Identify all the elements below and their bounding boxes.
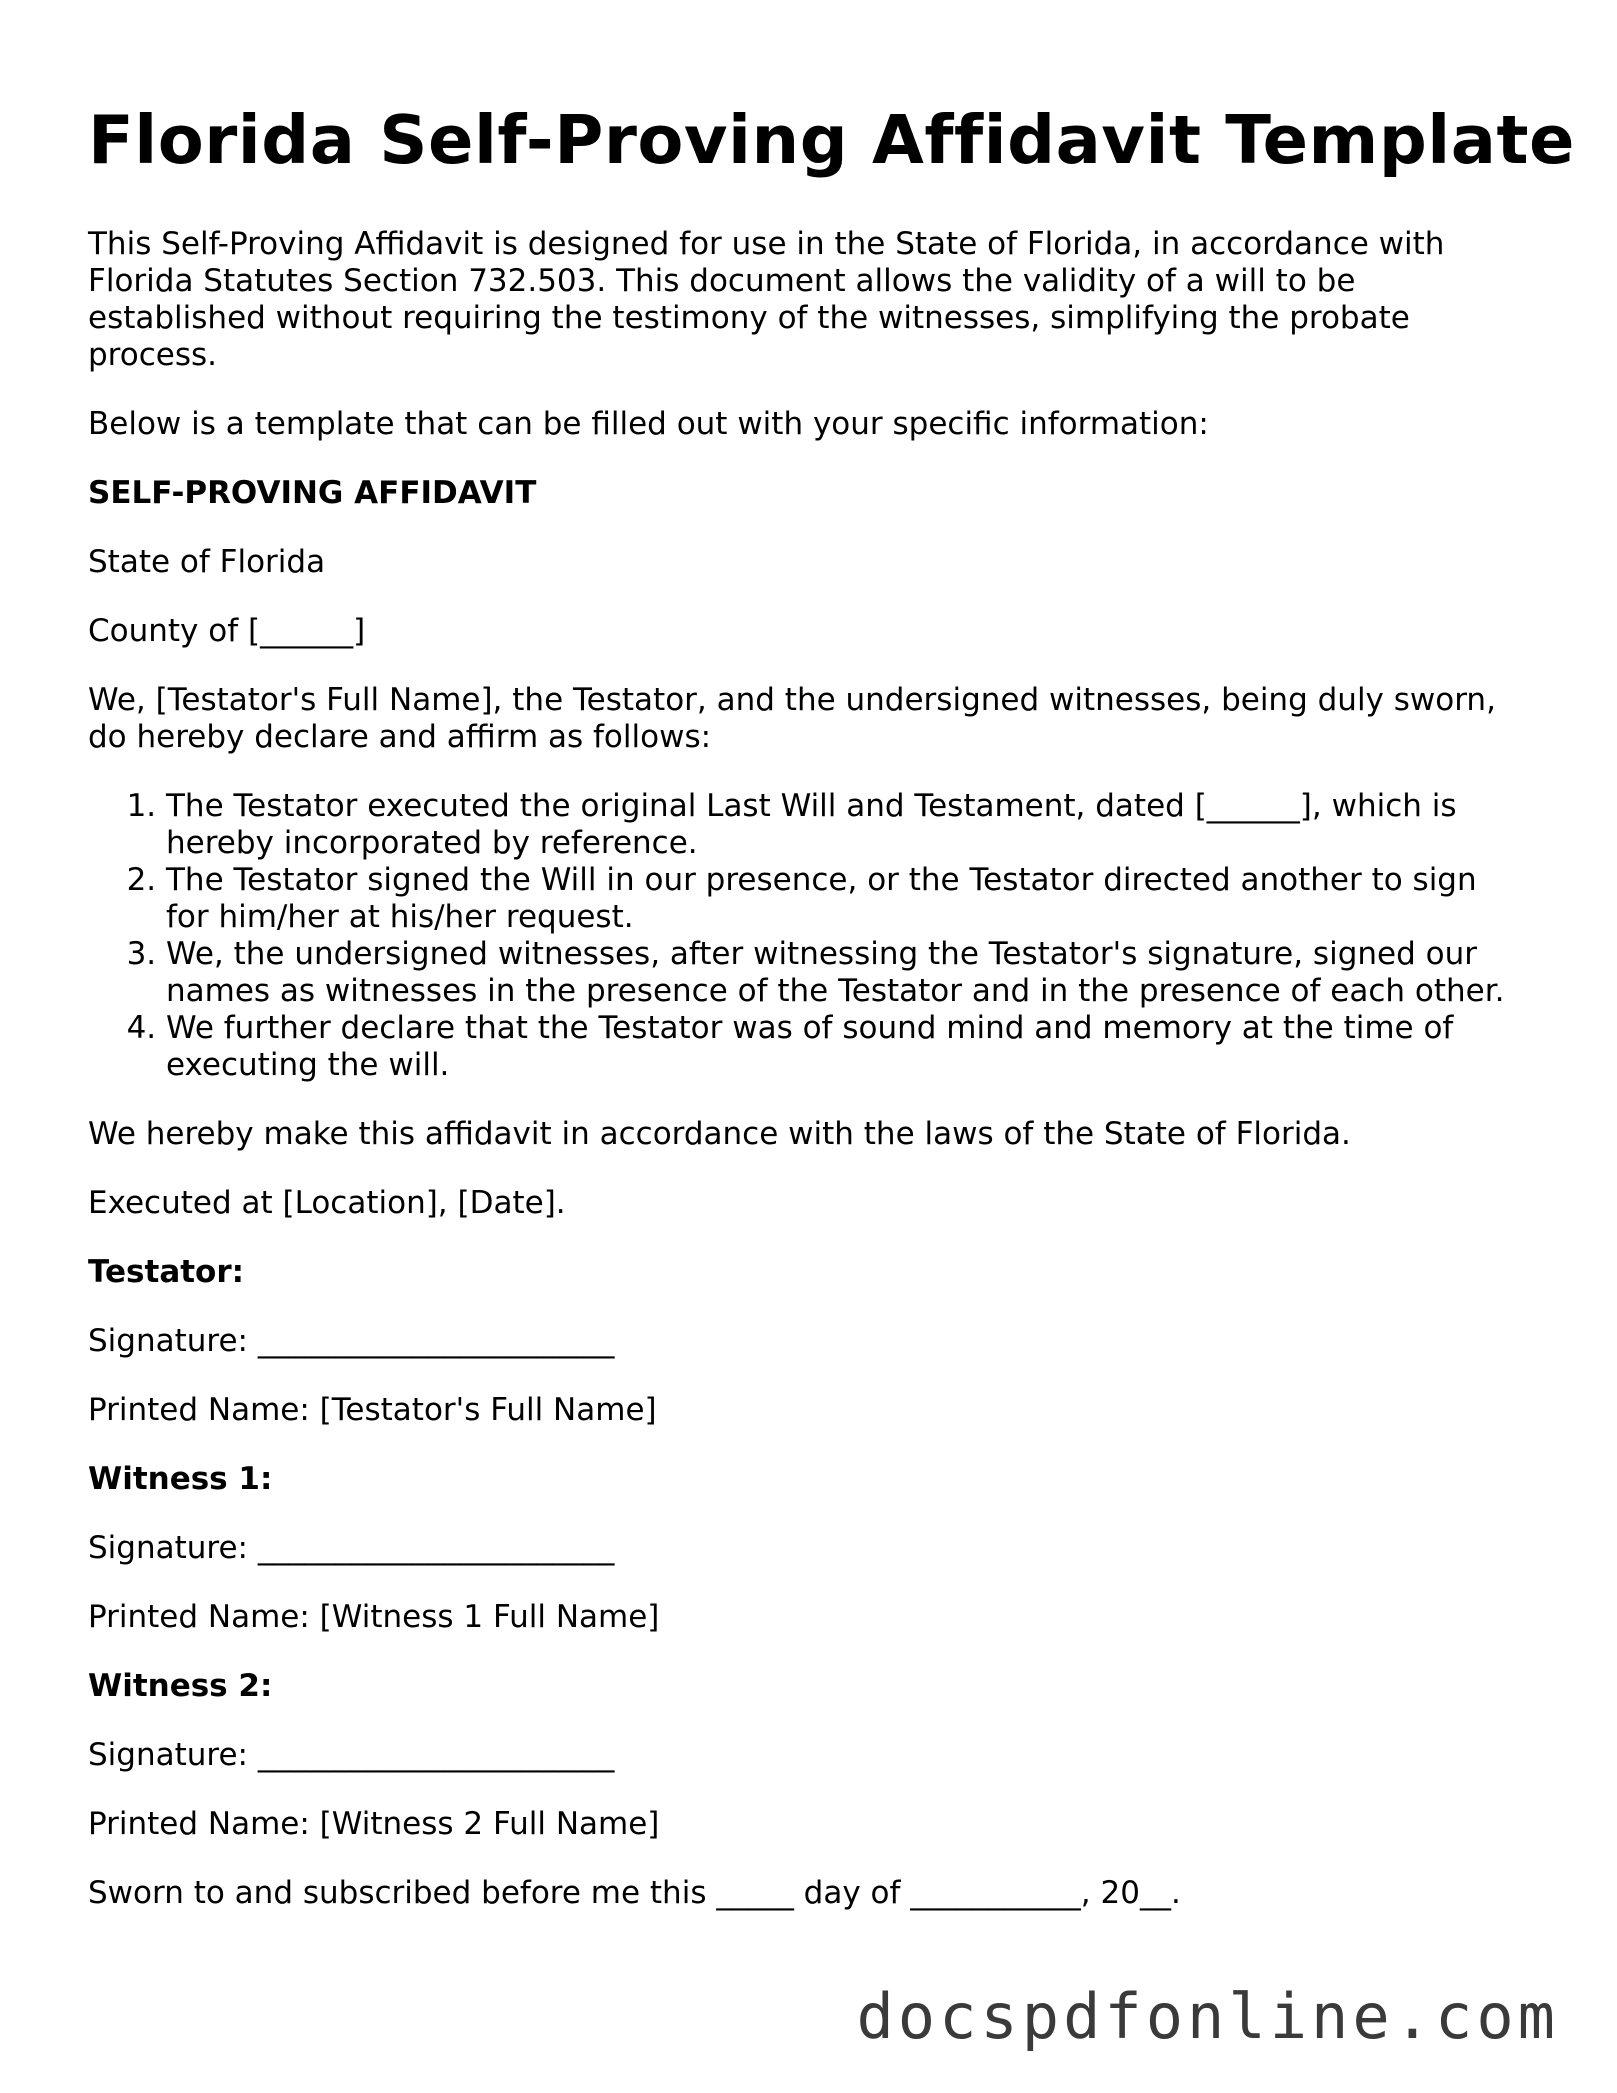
- clause-item: 3. We, the undersigned witnesses, after witnessing the Testator's signature, signed our names as witnesses in the presence of the Testator and in the presence of each other.: [166, 936, 1528, 1010]
- watermark-text: docspdfonline.com: [856, 1980, 1559, 2053]
- witness2-heading: Witness 2:: [88, 1668, 273, 1705]
- witness1-printed-name: Printed Name: [Witness 1 Full Name]: [88, 1599, 660, 1636]
- witness1-signature-line: Signature: _______________________: [88, 1530, 615, 1567]
- clause-item: 1. The Testator executed the original Last Will and Testament, dated [______], which is hereby incorporated by reference.: [166, 788, 1528, 862]
- witness2-printed-name: Printed Name: [Witness 2 Full Name]: [88, 1806, 660, 1843]
- executed-line: Executed at [Location], [Date].: [88, 1185, 566, 1222]
- declaration-paragraph: We, [Testator's Full Name], the Testator, and the undersigned witnesses, being duly sworn, do hereby declare and affirm as follows:: [88, 682, 1496, 756]
- template-note: Below is a template that can be filled out with your specific information:: [88, 406, 1209, 443]
- affidavit-heading: SELF-PROVING AFFIDAVIT: [88, 475, 537, 512]
- document-page: [88, 100, 1575, 1944]
- clause-item: 2. The Testator signed the Will in our presence, or the Testator directed another to sign for him/her at his/her request.: [166, 862, 1528, 936]
- state-line: State of Florida: [88, 544, 326, 581]
- county-line: County of [______]: [88, 613, 366, 650]
- clause-list: [88, 788, 1528, 1084]
- sworn-line: Sworn to and subscribed before me this _____ day of ___________, 20__.: [88, 1875, 1181, 1912]
- intro-paragraph: This Self-Proving Affidavit is designed for use in the State of Florida, in accordance with Florida Statutes Section 732.503. This document allows the validity of a will to be established without requiring the testimony of the witnesses, simplifying the probate process.: [88, 226, 1445, 374]
- closing-statement: We hereby make this affidavit in accordance with the laws of the State of Florida.: [88, 1116, 1351, 1153]
- clause-item: 4. We further declare that the Testator was of sound mind and memory at the time of executing the will.: [166, 1010, 1528, 1084]
- testator-heading: Testator:: [88, 1254, 245, 1291]
- document-title: Florida Self-Proving Affidavit Template: [88, 101, 1575, 179]
- witness1-heading: Witness 1:: [88, 1461, 273, 1498]
- testator-signature-line: Signature: _______________________: [88, 1323, 615, 1360]
- witness2-signature-line: Signature: _______________________: [88, 1737, 615, 1774]
- testator-printed-name: Printed Name: [Testator's Full Name]: [88, 1392, 657, 1429]
